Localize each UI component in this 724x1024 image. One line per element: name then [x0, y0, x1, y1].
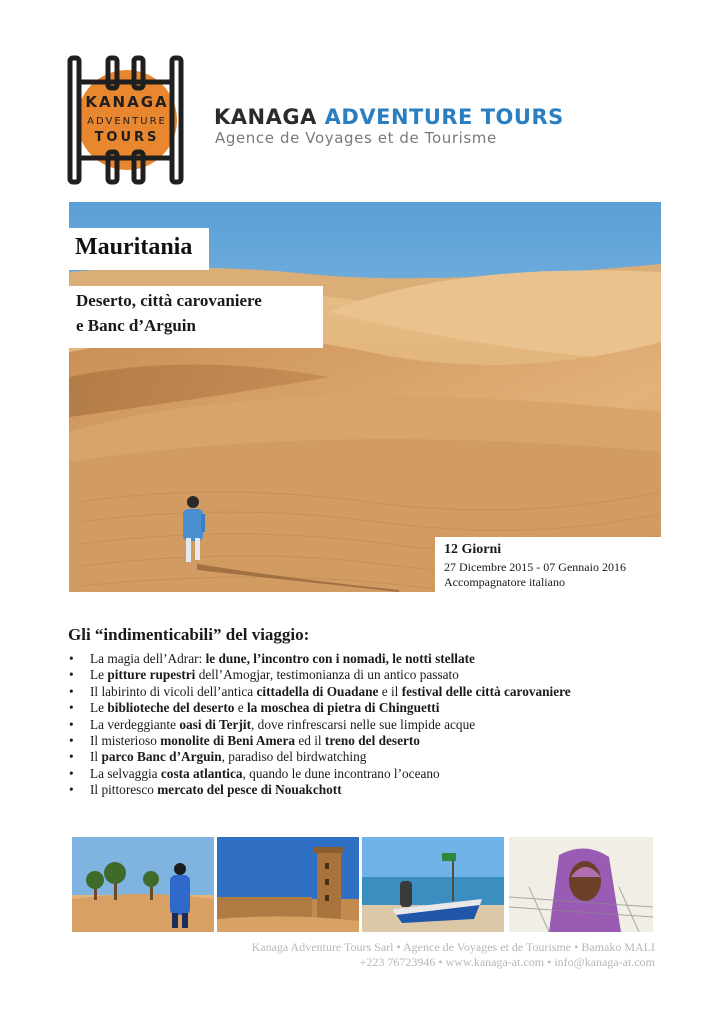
- highlight-item: [68, 651, 668, 667]
- highlight-text: Le: [90, 667, 108, 683]
- highlight-text: dell’Amogjar, testimonianza di un antico passato: [195, 667, 459, 683]
- highlight-emphasis: le dune, l’incontro con i nomadi, le notti stellate: [205, 651, 475, 666]
- brand-title: [214, 105, 564, 129]
- highlights-list: [68, 651, 668, 799]
- highlight-text: La selvaggia: [90, 765, 161, 781]
- highlight-item: [68, 782, 668, 798]
- highlight-text: Il: [90, 749, 102, 765]
- subtitle-line-2: e Banc d’Arguin: [76, 316, 196, 335]
- highlight-text: e il: [378, 683, 402, 699]
- logo-line-3: TOURS: [94, 130, 160, 145]
- highlight-emphasis: cittadella di Ouadane: [256, 683, 379, 699]
- bullet-icon: •: [69, 765, 74, 781]
- highlight-item: [68, 766, 668, 782]
- highlight-text: Il misterioso: [90, 733, 161, 749]
- highlight-emphasis: costa atlantica: [160, 765, 243, 781]
- highlight-item: [68, 684, 668, 700]
- footer-contact-line: +223 76723946 • www.kanaga-at.com • info@kanaga-at.com: [359, 955, 655, 969]
- bullet-icon: •: [69, 733, 74, 749]
- highlight-item: [68, 749, 668, 765]
- photo-nomad-palms: [72, 837, 214, 932]
- highlight-item: [68, 700, 668, 716]
- highlight-item: [68, 717, 668, 733]
- highlight-item: [68, 733, 668, 749]
- photo-girl-portrait: [509, 837, 653, 932]
- bullet-icon: •: [69, 700, 74, 716]
- kanaga-logo: [66, 52, 186, 188]
- highlight-text: Le: [90, 700, 108, 716]
- highlight-text: , paradiso del birdwatching: [221, 749, 367, 765]
- highlight-emphasis: biblioteche del deserto: [107, 700, 235, 716]
- trip-duration: 12 Giorni: [444, 542, 502, 557]
- bullet-icon: •: [69, 749, 74, 765]
- highlight-item: [68, 667, 668, 683]
- highlight-emphasis: treno del deserto: [324, 733, 420, 749]
- trip-guide: Accompagnatore italiano: [444, 575, 565, 589]
- highlight-emphasis: festival delle città carovaniere: [401, 683, 571, 699]
- brand-title-part2: ADVENTURE TOURS: [324, 105, 564, 129]
- bullet-icon: •: [69, 716, 74, 732]
- highlight-text: , dove rinfrescarsi nelle sue limpide acque: [251, 716, 476, 732]
- highlight-emphasis: parco Banc d’Arguin: [101, 749, 222, 765]
- footer-company-line: Kanaga Adventure Tours Sarl • Agence de Voyages et de Tourisme • Bamako MALI: [251, 940, 655, 954]
- highlight-text: ed il: [295, 733, 325, 749]
- logo-line-2: ADVENTURE: [87, 116, 167, 127]
- brand-title-part1: KANAGA: [214, 105, 317, 129]
- highlight-text: La verdeggiante: [90, 716, 180, 732]
- highlight-text: Il pittoresco: [90, 782, 158, 798]
- highlight-emphasis: pitture rupestri: [107, 667, 196, 683]
- highlight-text: La magia dell’Adrar:: [90, 651, 206, 666]
- trip-dates: 27 Dicembre 2015 - 07 Gennaio 2016: [444, 560, 626, 574]
- brand-tagline: Agence de Voyages et de Tourisme: [215, 129, 497, 147]
- page-title: Mauritania: [75, 234, 193, 260]
- highlight-emphasis: mercato del pesce di Nouakchott: [157, 782, 342, 798]
- bullet-icon: •: [69, 651, 74, 666]
- highlight-emphasis: la moschea di pietra di Chinguetti: [246, 700, 440, 716]
- bullet-icon: •: [69, 667, 74, 683]
- highlight-text: Il labirinto di vicoli dell’antica: [90, 683, 257, 699]
- highlight-text: , quando le dune incontrano l’oceano: [242, 765, 440, 781]
- logo-line-1: KANAGA: [85, 93, 169, 111]
- bullet-icon: •: [69, 683, 74, 699]
- photo-stone-mosque: [217, 837, 359, 932]
- highlight-emphasis: monolite di Beni Amera: [160, 733, 295, 749]
- highlights-heading: Gli “indimenticabili” del viaggio:: [68, 625, 310, 644]
- highlight-emphasis: oasi di Terjit: [179, 716, 252, 732]
- subtitle-line-1: Deserto, città carovaniere: [76, 291, 262, 310]
- photo-fishing-boat: [362, 837, 504, 932]
- highlight-text: e: [234, 700, 247, 716]
- bullet-icon: •: [69, 782, 74, 798]
